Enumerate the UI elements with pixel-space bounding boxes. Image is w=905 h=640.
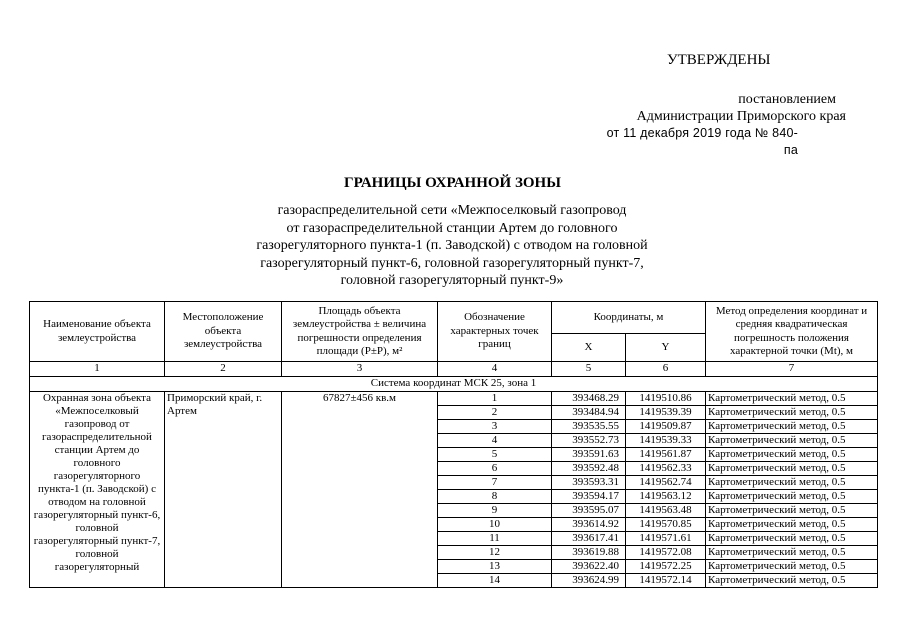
point-number-cell: 2 (438, 405, 552, 419)
method-cell: Картометрический метод, 0.5 (706, 573, 878, 587)
column-number: 4 (438, 362, 552, 377)
method-cell: Картометрический метод, 0.5 (706, 503, 878, 517)
method-cell: Картометрический метод, 0.5 (706, 433, 878, 447)
decree-line-1: постановлением (738, 92, 836, 107)
method-cell: Картометрический метод, 0.5 (706, 489, 878, 503)
x-coordinate-cell: 393595.07 (552, 503, 626, 517)
y-coordinate-cell: 1419572.08 (626, 545, 706, 559)
point-number-cell: 4 (438, 433, 552, 447)
x-coordinate-cell: 393594.17 (552, 489, 626, 503)
object-area-cell: 67827±456 кв.м (282, 391, 438, 587)
document-title: ГРАНИЦЫ ОХРАННОЙ ЗОНЫ (344, 175, 561, 191)
x-coordinate-cell: 393591.63 (552, 447, 626, 461)
x-coordinate-cell: 393592.48 (552, 461, 626, 475)
method-cell: Картометрический метод, 0.5 (706, 447, 878, 461)
method-cell: Картометрический метод, 0.5 (706, 475, 878, 489)
decree-block (606, 91, 846, 159)
point-number-cell: 10 (438, 517, 552, 531)
decree-line-2: Администрации Приморского края (636, 109, 846, 124)
header-location: Местоположение объекта землеустройства (165, 302, 282, 362)
object-location-cell: Приморский край, г. Артем (165, 391, 282, 587)
subtitle-line: газорегуляторный пункт-6, головной газорегуляторный пункт-7, (260, 255, 644, 271)
y-coordinate-cell: 1419571.61 (626, 531, 706, 545)
x-coordinate-cell: 393624.99 (552, 573, 626, 587)
header-points: Обозначение характерных точек границ (438, 302, 552, 362)
header-area: Площадь объекта землеустройства ± величина погрешности определения площади (P±P), м² (282, 302, 438, 362)
y-coordinate-cell: 1419561.87 (626, 447, 706, 461)
column-number: 3 (282, 362, 438, 377)
y-coordinate-cell: 1419509.87 (626, 419, 706, 433)
object-name-cell: Охранная зона объекта «Межпоселковый газопровод от газораспределительной станции Артем до головного газорегуляторного пункта-1 (п. Заводской) с отводом на головной газорегуляторный пункт-6, головной газорегуляторный пункт-7, головной газорегуляторный (30, 391, 165, 587)
column-number: 7 (706, 362, 878, 377)
point-number-cell: 6 (438, 461, 552, 475)
document-subtitle (232, 202, 672, 290)
point-number-cell: 9 (438, 503, 552, 517)
y-coordinate-cell: 1419510.86 (626, 391, 706, 405)
x-coordinate-cell: 393468.29 (552, 391, 626, 405)
decree-date-number: от 11 декабря 2019 года № 840-па (606, 126, 798, 157)
header-coordinates: Координаты, м (552, 302, 706, 334)
method-cell: Картометрический метод, 0.5 (706, 419, 878, 433)
point-number-cell: 11 (438, 531, 552, 545)
x-coordinate-cell: 393614.92 (552, 517, 626, 531)
method-cell: Картометрический метод, 0.5 (706, 405, 878, 419)
y-coordinate-cell: 1419562.33 (626, 461, 706, 475)
point-number-cell: 7 (438, 475, 552, 489)
y-coordinate-cell: 1419563.48 (626, 503, 706, 517)
y-coordinate-cell: 1419572.14 (626, 573, 706, 587)
x-coordinate-cell: 393484.94 (552, 405, 626, 419)
point-number-cell: 5 (438, 447, 552, 461)
approved-label: УТВЕРЖДЕНЫ (667, 52, 771, 68)
method-cell: Картометрический метод, 0.5 (706, 517, 878, 531)
point-number-cell: 3 (438, 419, 552, 433)
column-number: 1 (30, 362, 165, 377)
method-cell: Картометрический метод, 0.5 (706, 461, 878, 475)
subtitle-line: головной газорегуляторный пункт-9» (340, 273, 564, 288)
column-number: 5 (552, 362, 626, 377)
y-coordinate-cell: 1419562.74 (626, 475, 706, 489)
x-coordinate-cell: 393622.40 (552, 559, 626, 573)
subtitle-line: газорегуляторного пункта-1 (п. Заводской) с отводом на головной (256, 238, 648, 253)
subtitle-line: от газораспределительной станции Артем до головного (286, 220, 618, 236)
y-coordinate-cell: 1419572.25 (626, 559, 706, 573)
header-x: X (552, 334, 626, 362)
header-method: Метод определения координат и средняя квадратическая погрешность положения характерной точки (Mt), м (706, 302, 878, 362)
x-coordinate-cell: 393617.41 (552, 531, 626, 545)
column-number: 6 (626, 362, 706, 377)
column-number: 2 (165, 362, 282, 377)
coordinate-system: Система координат МСК 25, зона 1 (30, 377, 878, 392)
method-cell: Картометрический метод, 0.5 (706, 391, 878, 405)
x-coordinate-cell: 393552.73 (552, 433, 626, 447)
y-coordinate-cell: 1419563.12 (626, 489, 706, 503)
method-cell: Картометрический метод, 0.5 (706, 559, 878, 573)
method-cell: Картометрический метод, 0.5 (706, 545, 878, 559)
x-coordinate-cell: 393593.31 (552, 475, 626, 489)
x-coordinate-cell: 393535.55 (552, 419, 626, 433)
header-object-name: Наименование объекта землеустройства (30, 302, 165, 362)
table-row (30, 391, 878, 405)
boundary-table (29, 301, 878, 588)
method-cell: Картометрический метод, 0.5 (706, 531, 878, 545)
point-number-cell: 12 (438, 545, 552, 559)
header-y: Y (626, 334, 706, 362)
subtitle-line: газораспределительной сети «Межпоселковый газопровод (277, 203, 627, 218)
point-number-cell: 1 (438, 391, 552, 405)
y-coordinate-cell: 1419570.85 (626, 517, 706, 531)
y-coordinate-cell: 1419539.33 (626, 433, 706, 447)
y-coordinate-cell: 1419539.39 (626, 405, 706, 419)
point-number-cell: 13 (438, 559, 552, 573)
point-number-cell: 14 (438, 573, 552, 587)
x-coordinate-cell: 393619.88 (552, 545, 626, 559)
point-number-cell: 8 (438, 489, 552, 503)
